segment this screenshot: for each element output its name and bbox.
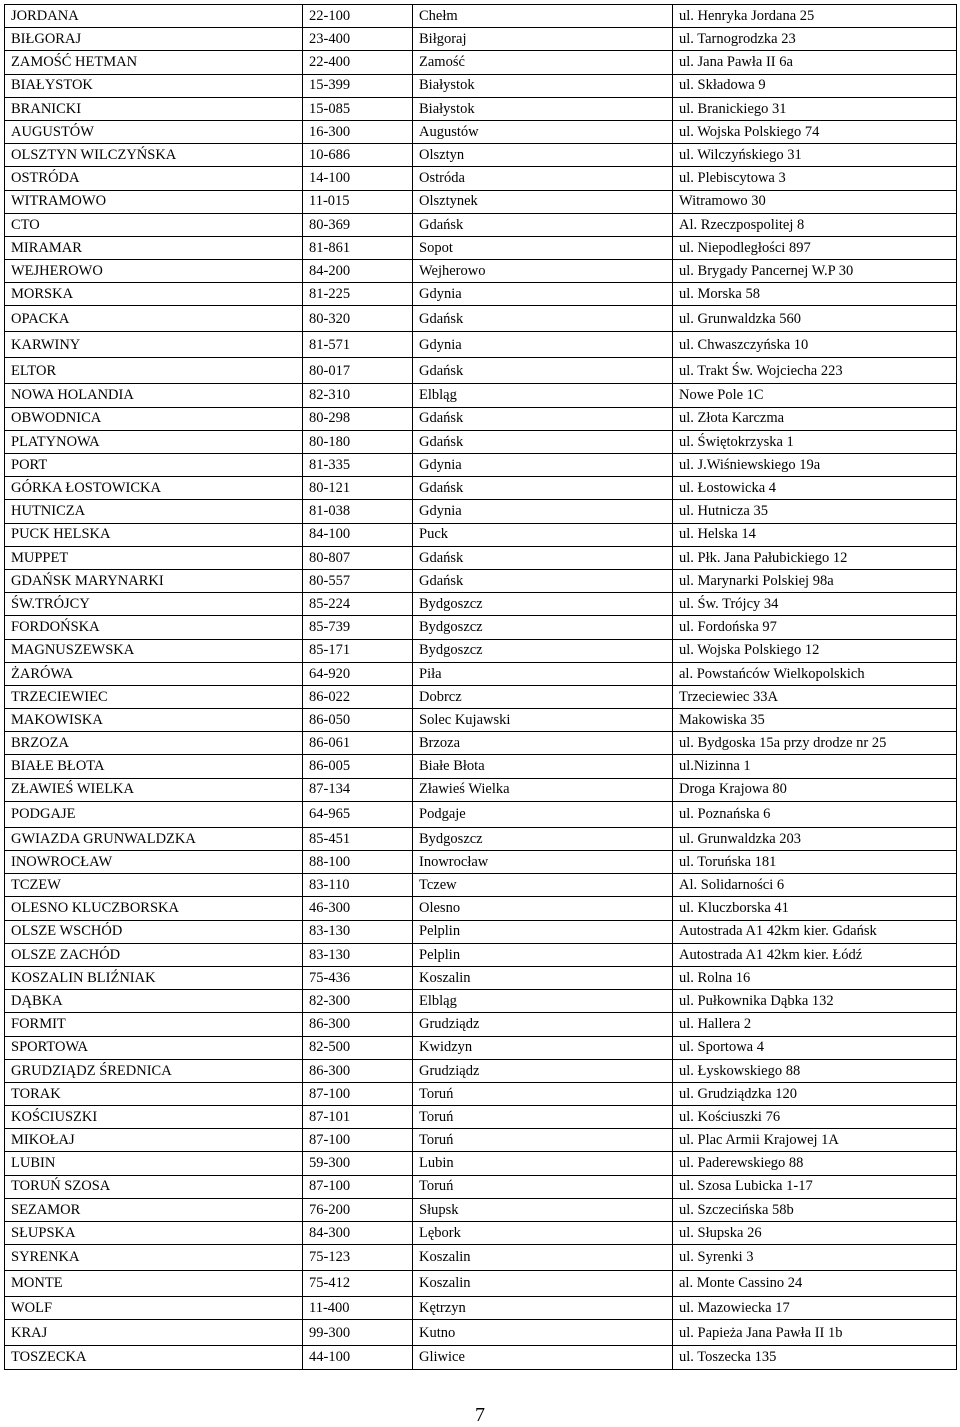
cell-city: Gdynia (413, 332, 673, 358)
table-row (5, 1175, 957, 1198)
cell-postcode: 23-400 (303, 28, 413, 51)
cell-name: OPACKA (5, 306, 303, 332)
cell-postcode: 80-017 (303, 358, 413, 384)
cell-address: al. Powstańców Wielkopolskich (673, 662, 957, 685)
table-row (5, 755, 957, 778)
cell-postcode: 44-100 (303, 1346, 413, 1369)
table-row (5, 454, 957, 477)
table-row (5, 778, 957, 801)
cell-name: LUBIN (5, 1152, 303, 1175)
cell-name: BIAŁYSTOK (5, 74, 303, 97)
table-row (5, 920, 957, 943)
table-row (5, 1082, 957, 1105)
table-row (5, 1222, 957, 1245)
cell-postcode: 80-369 (303, 213, 413, 236)
cell-postcode: 76-200 (303, 1198, 413, 1221)
cell-name: CTO (5, 213, 303, 236)
cell-city: Białystok (413, 74, 673, 97)
cell-postcode: 86-061 (303, 732, 413, 755)
cell-name: AUGUSTÓW (5, 120, 303, 143)
cell-address: ul. Tarnogrodzka 23 (673, 28, 957, 51)
cell-address: ul. Szczecińska 58b (673, 1198, 957, 1221)
table-row (5, 477, 957, 500)
cell-postcode: 16-300 (303, 120, 413, 143)
cell-city: Elbląg (413, 990, 673, 1013)
table-row (5, 1297, 957, 1320)
cell-name: TRZECIEWIEC (5, 685, 303, 708)
cell-city: Chełm (413, 5, 673, 28)
cell-name: WOLF (5, 1297, 303, 1320)
cell-city: Gdańsk (413, 546, 673, 569)
cell-postcode: 88-100 (303, 851, 413, 874)
cell-postcode: 22-100 (303, 5, 413, 28)
cell-address: ul. Szosa Lubicka 1-17 (673, 1175, 957, 1198)
cell-city: Olsztyn (413, 144, 673, 167)
cell-postcode: 80-557 (303, 569, 413, 592)
cell-address: Nowe Pole 1C (673, 384, 957, 407)
cell-postcode: 84-100 (303, 523, 413, 546)
cell-city: Augustów (413, 120, 673, 143)
table-row (5, 190, 957, 213)
cell-city: Gdynia (413, 454, 673, 477)
table-row (5, 1129, 957, 1152)
cell-name: OBWODNICA (5, 407, 303, 430)
table-row (5, 306, 957, 332)
table-row (5, 662, 957, 685)
cell-postcode: 80-320 (303, 306, 413, 332)
cell-name: OLSZE ZACHÓD (5, 943, 303, 966)
cell-city: Gdańsk (413, 306, 673, 332)
cell-city: Gdańsk (413, 213, 673, 236)
table-row (5, 990, 957, 1013)
cell-name: WITRAMOWO (5, 190, 303, 213)
table-row (5, 1106, 957, 1129)
cell-name: FORDOŃSKA (5, 616, 303, 639)
cell-city: Toruń (413, 1175, 673, 1198)
cell-postcode: 84-200 (303, 260, 413, 283)
cell-address: ul. Helska 14 (673, 523, 957, 546)
cell-postcode: 75-123 (303, 1245, 413, 1271)
cell-city: Solec Kujawski (413, 709, 673, 732)
cell-name: PLATYNOWA (5, 430, 303, 453)
cell-city: Lubin (413, 1152, 673, 1175)
cell-address: ul. Bydgoska 15a przy drodze nr 25 (673, 732, 957, 755)
cell-address: ul. Toruńska 181 (673, 851, 957, 874)
cell-address: ul. Branickiego 31 (673, 97, 957, 120)
cell-city: Biłgoraj (413, 28, 673, 51)
table-row (5, 332, 957, 358)
cell-postcode: 87-101 (303, 1106, 413, 1129)
cell-city: Gdańsk (413, 477, 673, 500)
cell-postcode: 81-225 (303, 283, 413, 306)
cell-name: GÓRKA ŁOSTOWICKA (5, 477, 303, 500)
cell-address: Trzeciewiec 33A (673, 685, 957, 708)
cell-address: Droga Krajowa 80 (673, 778, 957, 801)
cell-name: GWIAZDA GRUNWALDZKA (5, 827, 303, 850)
cell-address: ul. Łyskowskiego 88 (673, 1059, 957, 1082)
cell-city: Pelplin (413, 943, 673, 966)
cell-name: JORDANA (5, 5, 303, 28)
cell-name: ŻARÓWA (5, 662, 303, 685)
table-row (5, 943, 957, 966)
cell-city: Toruń (413, 1129, 673, 1152)
cell-postcode: 80-298 (303, 407, 413, 430)
cell-name: MUPPET (5, 546, 303, 569)
cell-name: OSTRÓDA (5, 167, 303, 190)
cell-postcode: 80-121 (303, 477, 413, 500)
cell-name: INOWROCŁAW (5, 851, 303, 874)
cell-city: Pelplin (413, 920, 673, 943)
cell-address: ul. Grudziądzka 120 (673, 1082, 957, 1105)
cell-city: Gdynia (413, 283, 673, 306)
cell-city: Koszalin (413, 966, 673, 989)
cell-name: WEJHEROWO (5, 260, 303, 283)
cell-name: SPORTOWA (5, 1036, 303, 1059)
cell-city: Lębork (413, 1222, 673, 1245)
table-row (5, 430, 957, 453)
cell-city: Koszalin (413, 1271, 673, 1297)
table-row (5, 801, 957, 827)
cell-name: BRZOZA (5, 732, 303, 755)
cell-postcode: 82-300 (303, 990, 413, 1013)
cell-postcode: 75-412 (303, 1271, 413, 1297)
cell-address: ul. Marynarki Polskiej 98a (673, 569, 957, 592)
cell-city: Kutno (413, 1320, 673, 1346)
cell-postcode: 83-130 (303, 920, 413, 943)
cell-city: Kętrzyn (413, 1297, 673, 1320)
cell-address: ul. Trakt Św. Wojciecha 223 (673, 358, 957, 384)
table-row (5, 874, 957, 897)
cell-postcode: 87-134 (303, 778, 413, 801)
table-row (5, 593, 957, 616)
cell-city: Gdańsk (413, 358, 673, 384)
cell-address: Autostrada A1 42km kier. Łódź (673, 943, 957, 966)
cell-postcode: 86-300 (303, 1059, 413, 1082)
cell-name: BRANICKI (5, 97, 303, 120)
cell-city: Tczew (413, 874, 673, 897)
cell-city: Gdańsk (413, 569, 673, 592)
cell-name: MONTE (5, 1271, 303, 1297)
cell-name: ELTOR (5, 358, 303, 384)
cell-postcode: 86-022 (303, 685, 413, 708)
cell-city: Olesno (413, 897, 673, 920)
table-row (5, 616, 957, 639)
cell-address: ul. Płk. Jana Pałubickiego 12 (673, 546, 957, 569)
cell-city: Kwidzyn (413, 1036, 673, 1059)
cell-city: Koszalin (413, 1245, 673, 1271)
cell-postcode: 87-100 (303, 1175, 413, 1198)
cell-address: ul. Plac Armii Krajowej 1A (673, 1129, 957, 1152)
cell-address: ul. Mazowiecka 17 (673, 1297, 957, 1320)
cell-city: Gdańsk (413, 407, 673, 430)
cell-postcode: 11-015 (303, 190, 413, 213)
cell-name: FORMIT (5, 1013, 303, 1036)
cell-city: Bydgoszcz (413, 639, 673, 662)
cell-city: Białystok (413, 97, 673, 120)
cell-address: ul. Poznańska 6 (673, 801, 957, 827)
cell-city: Olsztynek (413, 190, 673, 213)
table-row (5, 51, 957, 74)
stations-table (4, 4, 957, 1370)
cell-address: ul. Kluczborska 41 (673, 897, 957, 920)
table-row (5, 213, 957, 236)
cell-name: OLESNO KLUCZBORSKA (5, 897, 303, 920)
cell-name: KOSZALIN BLIŹNIAK (5, 966, 303, 989)
cell-name: PORT (5, 454, 303, 477)
cell-postcode: 59-300 (303, 1152, 413, 1175)
cell-address: ul. Kościuszki 76 (673, 1106, 957, 1129)
cell-postcode: 87-100 (303, 1082, 413, 1105)
cell-city: Piła (413, 662, 673, 685)
cell-city: Białe Błota (413, 755, 673, 778)
table-row (5, 897, 957, 920)
table-row (5, 569, 957, 592)
cell-postcode: 85-224 (303, 593, 413, 616)
table-row (5, 500, 957, 523)
cell-address: Autostrada A1 42km kier. Gdańsk (673, 920, 957, 943)
cell-address: ul. Chwaszczyńska 10 (673, 332, 957, 358)
cell-name: NOWA HOLANDIA (5, 384, 303, 407)
cell-postcode: 87-100 (303, 1129, 413, 1152)
cell-name: OLSZE WSCHÓD (5, 920, 303, 943)
cell-postcode: 83-130 (303, 943, 413, 966)
cell-address: ul. Wojska Polskiego 74 (673, 120, 957, 143)
cell-postcode: 14-100 (303, 167, 413, 190)
cell-city: Dobrcz (413, 685, 673, 708)
table-row (5, 167, 957, 190)
cell-address: ul. J.Wiśniewskiego 19a (673, 454, 957, 477)
cell-city: Gdańsk (413, 430, 673, 453)
cell-address: ul. Brygady Pancernej W.P 30 (673, 260, 957, 283)
cell-address: ul. Wilczyńskiego 31 (673, 144, 957, 167)
cell-name: KRAJ (5, 1320, 303, 1346)
table-row (5, 685, 957, 708)
cell-postcode: 82-310 (303, 384, 413, 407)
cell-address: ul.Nizinna 1 (673, 755, 957, 778)
cell-address: ul. Sportowa 4 (673, 1036, 957, 1059)
cell-address: ul. Toszecka 135 (673, 1346, 957, 1369)
cell-city: Bydgoszcz (413, 616, 673, 639)
cell-name: PODGAJE (5, 801, 303, 827)
cell-address: ul. Papieża Jana Pawła II 1b (673, 1320, 957, 1346)
cell-name: BIAŁE BŁOTA (5, 755, 303, 778)
cell-city: Wejherowo (413, 260, 673, 283)
table-row (5, 283, 957, 306)
cell-address: ul. Grunwaldzka 560 (673, 306, 957, 332)
table-row (5, 732, 957, 755)
table-row (5, 1346, 957, 1369)
cell-postcode: 64-965 (303, 801, 413, 827)
cell-address: ul. Grunwaldzka 203 (673, 827, 957, 850)
cell-address: ul. Jana Pawła II 6a (673, 51, 957, 74)
cell-city: Toruń (413, 1106, 673, 1129)
cell-city: Sopot (413, 236, 673, 259)
cell-address: Al. Rzeczpospolitej 8 (673, 213, 957, 236)
cell-address: ul. Syrenki 3 (673, 1245, 957, 1271)
cell-name: DĄBKA (5, 990, 303, 1013)
cell-postcode: 15-399 (303, 74, 413, 97)
cell-name: MIRAMAR (5, 236, 303, 259)
cell-address: ul. Plebiscytowa 3 (673, 167, 957, 190)
table-row (5, 407, 957, 430)
cell-postcode: 82-500 (303, 1036, 413, 1059)
cell-address: ul. Słupska 26 (673, 1222, 957, 1245)
cell-postcode: 11-400 (303, 1297, 413, 1320)
cell-address: ul. Niepodległości 897 (673, 236, 957, 259)
cell-address: al. Monte Cassino 24 (673, 1271, 957, 1297)
table-row (5, 236, 957, 259)
cell-postcode: 86-005 (303, 755, 413, 778)
cell-postcode: 86-300 (303, 1013, 413, 1036)
cell-address: ul. Łostowicka 4 (673, 477, 957, 500)
table-row (5, 966, 957, 989)
cell-name: HUTNICZA (5, 500, 303, 523)
cell-postcode: 22-400 (303, 51, 413, 74)
table-row (5, 1198, 957, 1221)
table-row (5, 546, 957, 569)
cell-name: GDAŃSK MARYNARKI (5, 569, 303, 592)
cell-city: Słupsk (413, 1198, 673, 1221)
cell-postcode: 85-451 (303, 827, 413, 850)
cell-name: SYRENKA (5, 1245, 303, 1271)
cell-name: KOŚCIUSZKI (5, 1106, 303, 1129)
table-row (5, 384, 957, 407)
table-row (5, 260, 957, 283)
cell-postcode: 64-920 (303, 662, 413, 685)
cell-address: ul. Św. Trójcy 34 (673, 593, 957, 616)
cell-address: ul. Świętokrzyska 1 (673, 430, 957, 453)
cell-city: Toruń (413, 1082, 673, 1105)
table-row (5, 523, 957, 546)
cell-address: ul. Henryka Jordana 25 (673, 5, 957, 28)
cell-city: Gdynia (413, 500, 673, 523)
cell-name: MAGNUSZEWSKA (5, 639, 303, 662)
cell-name: TORUŃ SZOSA (5, 1175, 303, 1198)
cell-address: ul. Hutnicza 35 (673, 500, 957, 523)
cell-name: ZAMOŚĆ HETMAN (5, 51, 303, 74)
cell-postcode: 81-861 (303, 236, 413, 259)
cell-address: ul. Wojska Polskiego 12 (673, 639, 957, 662)
cell-address: Makowiska 35 (673, 709, 957, 732)
table-row (5, 144, 957, 167)
cell-address: ul. Składowa 9 (673, 74, 957, 97)
table-row (5, 74, 957, 97)
cell-address: ul. Paderewskiego 88 (673, 1152, 957, 1175)
stations-table-body (5, 5, 957, 1370)
cell-city: Zamość (413, 51, 673, 74)
cell-postcode: 81-571 (303, 332, 413, 358)
cell-city: Elbląg (413, 384, 673, 407)
table-row (5, 5, 957, 28)
table-row (5, 827, 957, 850)
cell-address: Al. Solidarności 6 (673, 874, 957, 897)
table-row (5, 1152, 957, 1175)
cell-city: Grudziądz (413, 1059, 673, 1082)
table-row (5, 851, 957, 874)
cell-name: OLSZTYN WILCZYŃSKA (5, 144, 303, 167)
table-row (5, 358, 957, 384)
cell-name: GRUDZIĄDZ ŚREDNICA (5, 1059, 303, 1082)
table-row (5, 97, 957, 120)
cell-postcode: 80-807 (303, 546, 413, 569)
cell-postcode: 81-335 (303, 454, 413, 477)
table-row (5, 1059, 957, 1082)
cell-city: Puck (413, 523, 673, 546)
cell-address: ul. Rolna 16 (673, 966, 957, 989)
cell-city: Gliwice (413, 1346, 673, 1369)
cell-city: Inowrocław (413, 851, 673, 874)
cell-postcode: 10-686 (303, 144, 413, 167)
cell-postcode: 46-300 (303, 897, 413, 920)
cell-name: TCZEW (5, 874, 303, 897)
table-row (5, 1271, 957, 1297)
cell-postcode: 75-436 (303, 966, 413, 989)
cell-name: ŚW.TRÓJCY (5, 593, 303, 616)
cell-name: MAKOWISKA (5, 709, 303, 732)
cell-postcode: 80-180 (303, 430, 413, 453)
cell-name: ZŁAWIEŚ WIELKA (5, 778, 303, 801)
page-number: 7 (475, 1404, 485, 1426)
cell-name: TORAK (5, 1082, 303, 1105)
table-row (5, 1245, 957, 1271)
cell-address: ul. Pułkownika Dąbka 132 (673, 990, 957, 1013)
cell-postcode: 85-739 (303, 616, 413, 639)
cell-address: Witramowo 30 (673, 190, 957, 213)
cell-postcode: 81-038 (303, 500, 413, 523)
table-row (5, 1320, 957, 1346)
cell-address: ul. Fordońska 97 (673, 616, 957, 639)
table-row (5, 28, 957, 51)
table-row (5, 1036, 957, 1059)
cell-name: BIŁGORAJ (5, 28, 303, 51)
cell-postcode: 84-300 (303, 1222, 413, 1245)
cell-address: ul. Morska 58 (673, 283, 957, 306)
cell-city: Bydgoszcz (413, 593, 673, 616)
cell-city: Podgaje (413, 801, 673, 827)
cell-postcode: 99-300 (303, 1320, 413, 1346)
table-row (5, 1013, 957, 1036)
table-row (5, 709, 957, 732)
cell-postcode: 83-110 (303, 874, 413, 897)
cell-city: Bydgoszcz (413, 827, 673, 850)
table-row (5, 120, 957, 143)
cell-postcode: 15-085 (303, 97, 413, 120)
cell-name: TOSZECKA (5, 1346, 303, 1369)
cell-name: SŁUPSKA (5, 1222, 303, 1245)
cell-name: PUCK HELSKA (5, 523, 303, 546)
cell-city: Grudziądz (413, 1013, 673, 1036)
cell-city: Brzoza (413, 732, 673, 755)
cell-postcode: 86-050 (303, 709, 413, 732)
cell-city: Ostróda (413, 167, 673, 190)
cell-name: MIKOŁAJ (5, 1129, 303, 1152)
cell-postcode: 85-171 (303, 639, 413, 662)
cell-name: SEZAMOR (5, 1198, 303, 1221)
cell-address: ul. Złota Karczma (673, 407, 957, 430)
cell-name: MORSKA (5, 283, 303, 306)
table-row (5, 639, 957, 662)
cell-city: Zławieś Wielka (413, 778, 673, 801)
cell-name: KARWINY (5, 332, 303, 358)
cell-address: ul. Hallera 2 (673, 1013, 957, 1036)
